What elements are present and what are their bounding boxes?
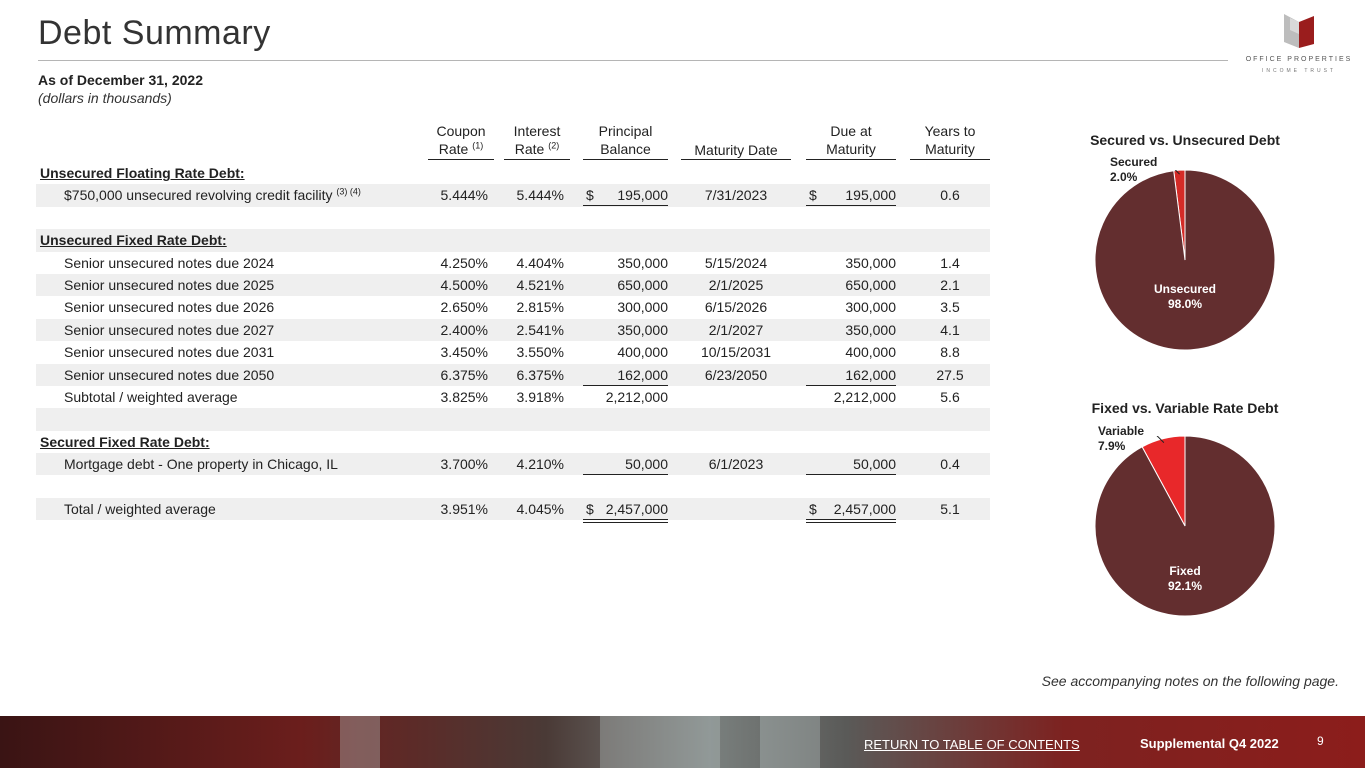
section-unsecured-floating xyxy=(36,162,990,184)
principal-balance: 650,000 xyxy=(617,276,668,293)
pie-label-secured: Secured 2.0% xyxy=(1110,155,1158,184)
debt-table xyxy=(36,122,990,520)
units-note: (dollars in thousands) xyxy=(38,90,172,106)
coupon-rate: 3.700% xyxy=(440,456,488,473)
maturity-date: 6/1/2023 xyxy=(708,456,764,473)
coupon-rate: 4.250% xyxy=(440,254,488,271)
pie-label-unsecured: Unsecured 98.0% xyxy=(1153,282,1217,311)
interest-rate: 3.918% xyxy=(516,388,564,405)
years-to-maturity: 3.5 xyxy=(940,299,960,316)
footer xyxy=(0,716,1365,768)
row-label: Senior unsecured notes due 2027 xyxy=(64,321,275,338)
header-principal-balance: Principal Balance xyxy=(583,122,668,160)
interest-rate: 3.550% xyxy=(516,344,564,361)
due-at-maturity: 162,000 xyxy=(845,366,896,383)
building-decoration xyxy=(600,716,720,768)
due-at-maturity: 195,000 xyxy=(845,187,896,204)
double-underline xyxy=(583,519,668,523)
accompanying-notes: See accompanying notes on the following page. xyxy=(1041,673,1339,689)
due-at-maturity: 2,212,000 xyxy=(833,388,896,405)
section-unsecured-fixed xyxy=(36,229,990,251)
interest-rate: 2.541% xyxy=(516,321,564,338)
due-at-maturity: 350,000 xyxy=(845,254,896,271)
interest-rate: 4.404% xyxy=(516,254,564,271)
page-number: 9 xyxy=(1317,734,1324,748)
title-divider xyxy=(38,60,1228,61)
principal-balance: 300,000 xyxy=(617,299,668,316)
spacer-row xyxy=(36,475,990,497)
pie-slice-unsecured xyxy=(1095,170,1275,350)
header-due-at-maturity: Due at Maturity xyxy=(806,122,896,160)
table-row xyxy=(36,184,990,206)
return-to-toc-link[interactable]: RETURN TO TABLE OF CONTENTS xyxy=(864,737,1080,752)
row-label: Senior unsecured notes due 2026 xyxy=(64,299,275,316)
spacer-row xyxy=(36,207,990,229)
row-label: Senior unsecured notes due 2050 xyxy=(64,366,275,383)
maturity-date: 5/15/2024 xyxy=(704,254,768,271)
years-to-maturity: 0.4 xyxy=(940,456,960,473)
header-coupon-rate: Coupon Rate $^{(1)}$ xyxy=(428,122,494,160)
company-logo xyxy=(1244,12,1354,78)
coupon-rate: 3.951% xyxy=(440,500,488,517)
header-maturity-date: Maturity Date xyxy=(681,122,791,160)
logo-subtext: INCOME TRUST xyxy=(1262,68,1336,74)
coupon-rate: 2.400% xyxy=(440,321,488,338)
logo-text: OFFICE PROPERTIES xyxy=(1245,56,1353,63)
dollar-sign: $ xyxy=(809,500,817,517)
subtotal-row xyxy=(36,386,990,408)
dollar-sign: $ xyxy=(586,500,594,517)
row-label: Mortgage debt - One property in Chicago, IL xyxy=(64,456,338,473)
row-label: $750,000 unsecured revolving credit facility $^{(3) (4)}$ xyxy=(64,186,361,204)
principal-balance: 162,000 xyxy=(617,366,668,383)
years-to-maturity: 4.1 xyxy=(940,321,960,338)
pie-label-fixed: Fixed 92.1% xyxy=(1167,564,1203,593)
interest-rate: 5.444% xyxy=(516,187,564,204)
due-at-maturity: 650,000 xyxy=(845,276,896,293)
pie-chart xyxy=(1085,436,1285,636)
section-label: Unsecured Fixed Rate Debt: xyxy=(40,232,227,249)
double-underline xyxy=(806,519,896,523)
table-row xyxy=(36,252,990,274)
row-label: Senior unsecured notes due 2031 xyxy=(64,344,275,361)
row-label: Senior unsecured notes due 2024 xyxy=(64,254,275,271)
pie-chart xyxy=(1085,170,1285,370)
building-decoration xyxy=(340,716,380,768)
maturity-date: 10/15/2031 xyxy=(700,344,772,361)
years-to-maturity: 2.1 xyxy=(940,276,960,293)
table-header xyxy=(36,122,990,162)
due-at-maturity: 300,000 xyxy=(845,299,896,316)
principal-balance: 350,000 xyxy=(617,321,668,338)
interest-rate: 4.045% xyxy=(516,500,564,517)
due-at-maturity: 350,000 xyxy=(845,321,896,338)
principal-balance: 2,212,000 xyxy=(605,388,668,405)
maturity-date: 6/15/2026 xyxy=(704,299,768,316)
coupon-rate: 6.375% xyxy=(440,366,488,383)
row-label: Subtotal / weighted average xyxy=(64,388,238,405)
table-row xyxy=(36,296,990,318)
interest-rate: 4.521% xyxy=(516,276,564,293)
years-to-maturity: 5.6 xyxy=(940,388,960,405)
logo-mark-icon xyxy=(1284,14,1314,48)
years-to-maturity: 8.8 xyxy=(940,344,960,361)
header-years-to-maturity: Years to Maturity xyxy=(910,122,990,160)
section-secured-fixed xyxy=(36,431,990,453)
fixed-variable-chart xyxy=(1085,398,1285,648)
section-label: Secured Fixed Rate Debt: xyxy=(40,433,210,450)
principal-balance: 400,000 xyxy=(617,344,668,361)
pie-label-variable: Variable 7.9% xyxy=(1098,424,1145,453)
maturity-date: 2/1/2025 xyxy=(708,276,764,293)
years-to-maturity: 0.6 xyxy=(940,187,960,204)
total-row xyxy=(36,498,990,520)
header-interest-rate: Interest Rate $^{(2)}$ xyxy=(504,122,570,160)
table-row xyxy=(36,364,990,386)
row-label: Total / weighted average xyxy=(64,500,216,517)
row-label: Senior unsecured notes due 2025 xyxy=(64,276,275,293)
principal-balance: 50,000 xyxy=(625,456,668,473)
section-label: Unsecured Floating Rate Debt: xyxy=(40,165,245,181)
maturity-date: 7/31/2023 xyxy=(704,187,768,204)
coupon-rate: 5.444% xyxy=(440,187,488,204)
coupon-rate: 2.650% xyxy=(440,299,488,316)
due-at-maturity: 2,457,000 xyxy=(833,500,896,517)
spacer-row xyxy=(36,408,990,430)
due-at-maturity: 400,000 xyxy=(845,344,896,361)
coupon-rate: 3.825% xyxy=(440,388,488,405)
coupon-rate: 3.450% xyxy=(440,344,488,361)
dollar-sign: $ xyxy=(586,187,594,204)
principal-balance: 350,000 xyxy=(617,254,668,271)
table-row xyxy=(36,453,990,475)
as-of-date: As of December 31, 2022 xyxy=(38,72,203,88)
chart-title: Fixed vs. Variable Rate Debt xyxy=(1091,400,1279,416)
secured-unsecured-chart xyxy=(1085,130,1285,380)
maturity-date: 2/1/2027 xyxy=(708,321,764,338)
maturity-date: 6/23/2050 xyxy=(704,366,768,383)
years-to-maturity: 5.1 xyxy=(940,500,960,517)
page-title: Debt Summary xyxy=(38,14,271,52)
years-to-maturity: 1.4 xyxy=(940,254,960,271)
building-decoration xyxy=(760,716,820,768)
interest-rate: 2.815% xyxy=(516,299,564,316)
due-at-maturity: 50,000 xyxy=(853,456,896,473)
table-row xyxy=(36,341,990,363)
chart-title: Secured vs. Unsecured Debt xyxy=(1090,132,1280,148)
principal-balance: 195,000 xyxy=(617,187,668,204)
interest-rate: 4.210% xyxy=(516,456,564,473)
coupon-rate: 4.500% xyxy=(440,276,488,293)
table-row xyxy=(36,274,990,296)
principal-balance: 2,457,000 xyxy=(605,500,668,517)
supplemental-label: Supplemental Q4 2022 xyxy=(1140,736,1279,751)
interest-rate: 6.375% xyxy=(516,366,564,383)
dollar-sign: $ xyxy=(809,187,817,204)
table-row xyxy=(36,319,990,341)
years-to-maturity: 27.5 xyxy=(936,366,964,383)
